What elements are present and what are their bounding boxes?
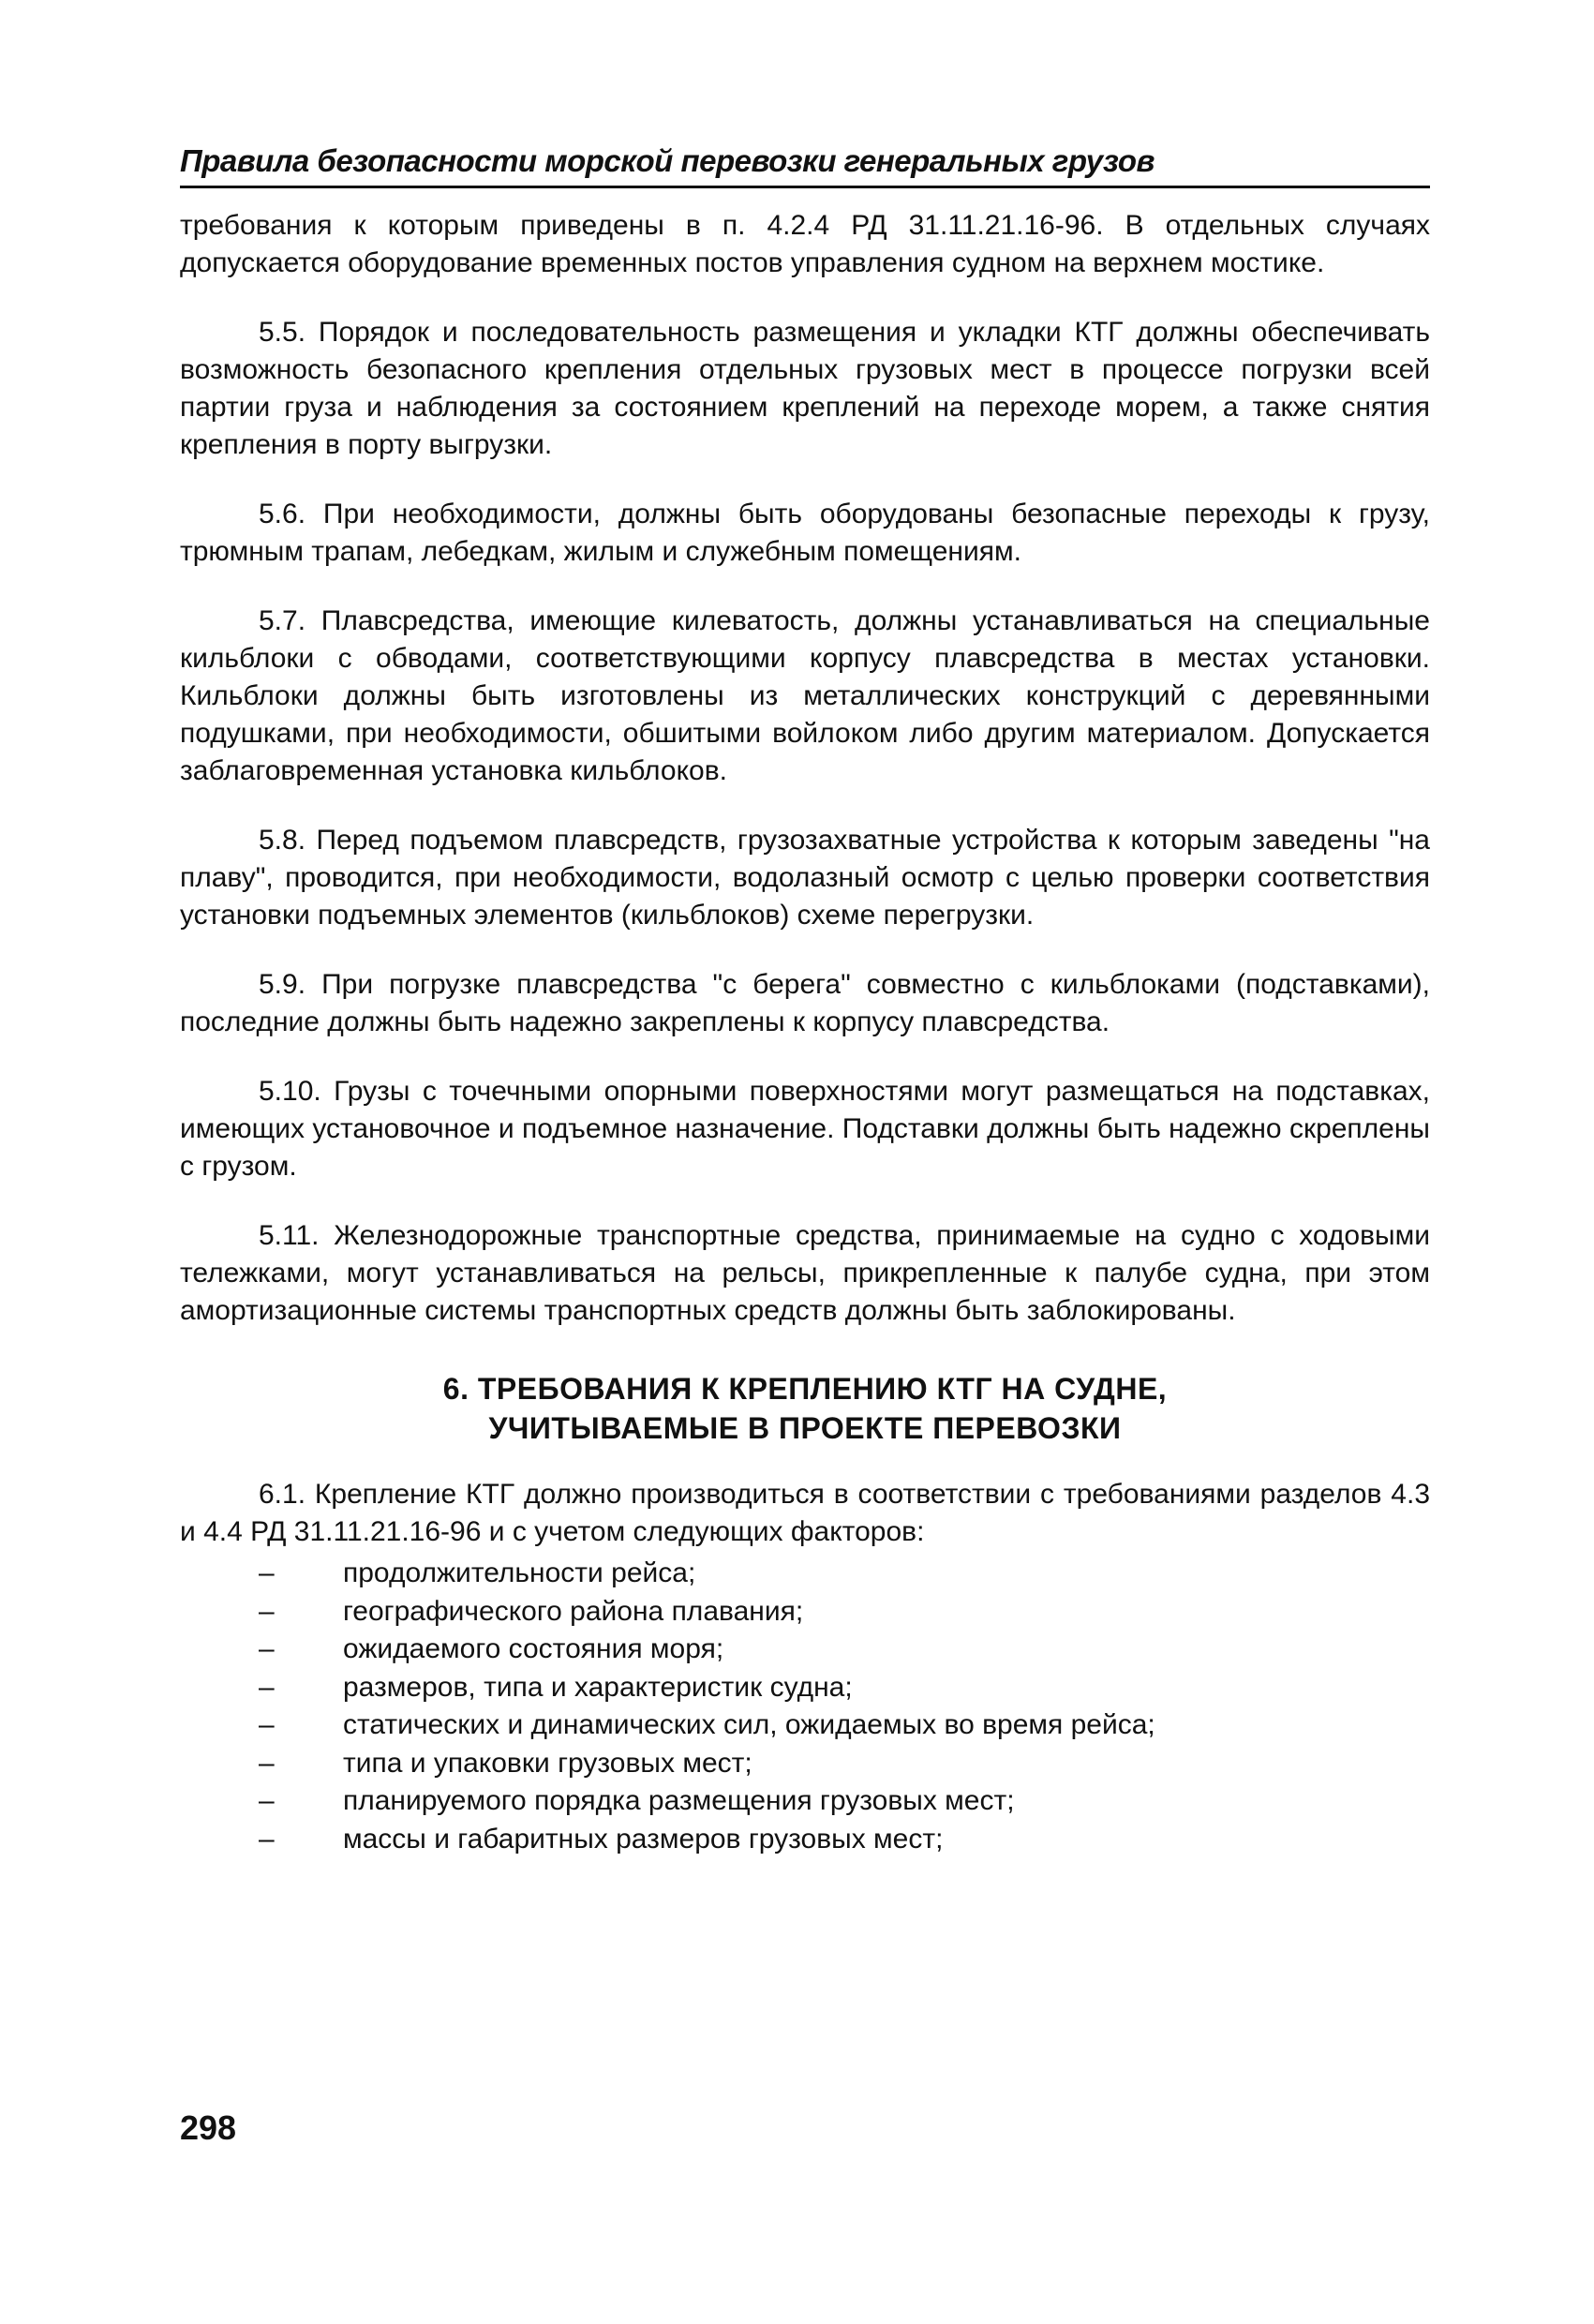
- factors-list: [180, 1555, 1430, 1858]
- list-item: [180, 1555, 1430, 1593]
- section-heading: [180, 1369, 1430, 1448]
- list-dash: –: [259, 1823, 275, 1855]
- list-dash: –: [259, 1671, 275, 1703]
- list-dash: –: [259, 1633, 275, 1664]
- running-head: Правила безопасности морской перевозки генеральных грузов: [180, 141, 1430, 188]
- paragraph-5-9: 5.9. При погрузке плавсредства "с берега" совместно с кильблоками (подставками), последние должны быть надежно закреплены к корпусу плавсредства.: [180, 969, 1430, 1037]
- list-item: [180, 1745, 1430, 1783]
- list-item-text: массы и габаритных размеров грузовых мест;: [343, 1823, 944, 1855]
- list-item-text: ожидаемого состояния моря;: [343, 1633, 724, 1664]
- list-item: [180, 1593, 1430, 1631]
- list-dash: –: [259, 1595, 275, 1627]
- list-dash: –: [259, 1557, 275, 1588]
- paragraph-5-5: 5.5. Порядок и последовательность размещения и укладки КТГ должны обеспечивать возможность безопасного крепления отдельных грузовых мест в процессе погрузки всей партии груза и наблюдения за состоянием креплений на переходе морем, а также снятия крепления в порту выгрузки.: [180, 317, 1430, 460]
- paragraph-6-1: 6.1. Крепление КТГ должно производиться в соответствии с требованиями разделов 4.3 и 4.4 РД 31.11.21.16-96 и с учетом следующих факторов:: [180, 1479, 1430, 1547]
- paragraph-5-11: 5.11. Железнодорожные транспортные средства, принимаемые на судно с ходовыми тележками, могут устанавливаться на рельсы, прикрепленные к палубе судна, при этом амортизационные системы транспортных средств должны быть заблокированы.: [180, 1220, 1430, 1326]
- list-item: [180, 1821, 1430, 1859]
- list-dash: –: [259, 1709, 275, 1740]
- paragraph-5-6: 5.6. При необходимости, должны быть оборудованы безопасные переходы к грузу, трюмным трапам, лебедкам, жилым и служебным помещениям.: [180, 499, 1430, 567]
- intro-paragraph: требования к которым приведены в п. 4.2.4 РД 31.11.21.16-96. В отдельных случаях допускается оборудование временных постов управления судном на верхнем мостике.: [180, 210, 1430, 278]
- document-page: [180, 141, 1430, 1858]
- list-item-text: планируемого порядка размещения грузовых мест;: [343, 1785, 1015, 1816]
- list-item-text: продолжительности рейса;: [343, 1557, 696, 1588]
- paragraph-5-8: 5.8. Перед подъемом плавсредств, грузозахватные устройства к которым заведены "на плаву", проводится, при необходимости, водолазный осмотр с целью проверки соответствия установки подъемных элементов (кильблоков) схеме перегрузки.: [180, 825, 1430, 931]
- list-item-text: типа и упаковки грузовых мест;: [343, 1747, 752, 1779]
- paragraph-5-10: 5.10. Грузы с точечными опорными поверхностями могут размещаться на подставках, имеющих установочное и подъемное назначение. Подставки должны быть надежно скреплены с грузом.: [180, 1076, 1430, 1182]
- paragraph-5-7: 5.7. Плавсредства, имеющие килеватость, должны устанавливаться на специальные кильблоки с обводами, соответствующими корпусу плавсредства в местах установки. Кильблоки должны быть изготовлены из металлических конструкций с деревянными подушками, при необходимости, обшитыми войлоком либо другим материалом. Допускается заблаговременная установка кильблоков.: [180, 605, 1430, 786]
- list-item-text: статических и динамических сил, ожидаемых во время рейса;: [343, 1709, 1155, 1740]
- list-dash: –: [259, 1785, 275, 1816]
- list-item-text: географического района плавания;: [343, 1595, 804, 1627]
- list-item: [180, 1631, 1430, 1669]
- section-heading-line-1: 6. ТРЕБОВАНИЯ К КРЕПЛЕНИЮ КТГ НА СУДНЕ,: [442, 1372, 1168, 1406]
- list-dash: –: [259, 1747, 275, 1779]
- list-item: [180, 1706, 1430, 1745]
- page-number: 298: [180, 2108, 237, 2147]
- list-item: [180, 1782, 1430, 1821]
- list-item-text: размеров, типа и характеристик судна;: [343, 1671, 853, 1703]
- list-item: [180, 1669, 1430, 1707]
- section-heading-line-2: УЧИТЫВАЕМЫЕ В ПРОЕКТЕ ПЕРЕВОЗКИ: [488, 1411, 1122, 1445]
